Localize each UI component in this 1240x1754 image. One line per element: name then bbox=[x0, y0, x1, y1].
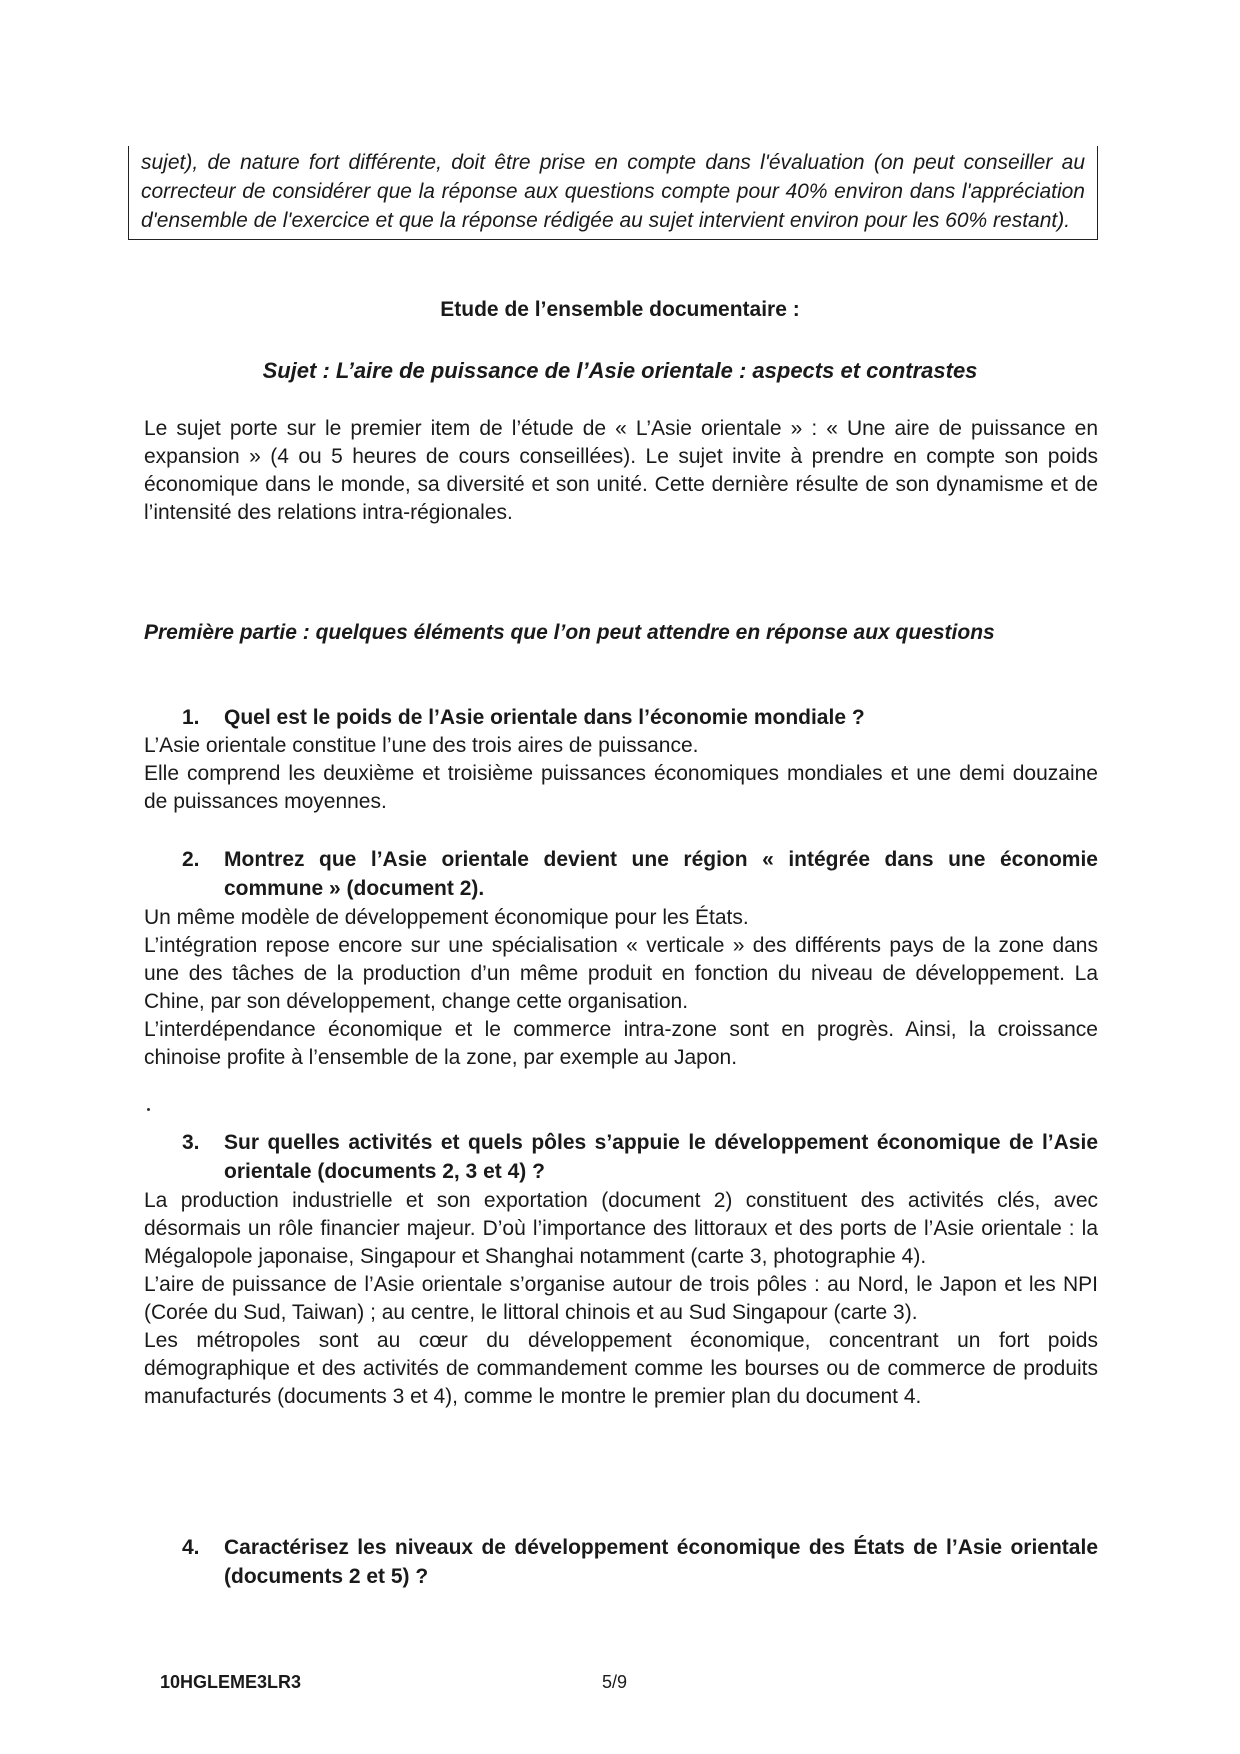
answer-paragraph: L’intégration repose encore sur une spécialisation « verticale » des différents pays de la zone dans une des tâches de la production d’un même produit en fonction du niveau de développement. La Chine, par son développement, change cette organisation. bbox=[144, 934, 1098, 1013]
question-number: 3. bbox=[182, 1131, 200, 1154]
answer-1 bbox=[144, 732, 1098, 816]
answer-paragraph: Les métropoles sont au cœur du développement économique, concentrant un fort poids démographique et des activités de commandement comme les bourses ou de commerce de produits manufacturés (documents 3 et 4), comme le montre le premier plan du document 4. bbox=[144, 1329, 1098, 1408]
answer-3 bbox=[144, 1187, 1098, 1411]
document-code: 10HGLEME3LR3 bbox=[160, 1672, 302, 1692]
top-boxed-note: sujet), de nature fort différente, doit être prise en compte dans l'évaluation (on peut conseiller au correcteur de considérer que la réponse aux questions compte pour 40% environ dans l'appréciation d'ensemble de l'exercice et que la réponse rédigée au sujet intervient environ pour les 60% restant). bbox=[128, 146, 1098, 240]
page-number: 5/9 bbox=[602, 1672, 628, 1692]
answer-paragraph: L’Asie orientale constitue l’une des trois aires de puissance. bbox=[144, 734, 699, 757]
section-heading: Etude de l’ensemble documentaire : bbox=[440, 298, 800, 321]
question-3 bbox=[182, 1128, 1098, 1186]
question-number: 1. bbox=[182, 706, 200, 729]
question-1 bbox=[182, 703, 1098, 732]
question-number: 4. bbox=[182, 1536, 200, 1559]
question-text: Caractérisez les niveaux de développement économique des États de l’Asie orientale (documents 2 et 5) ? bbox=[224, 1536, 1098, 1588]
answer-paragraph: L’interdépendance économique et le commerce intra-zone sont en progrès. Ainsi, la croissance chinoise profite à l’ensemble de la zone, par exemple au Japon. bbox=[144, 1018, 1098, 1069]
answer-paragraph: Un même modèle de développement économique pour les États. bbox=[144, 906, 749, 929]
stray-dot bbox=[147, 1108, 150, 1111]
question-4 bbox=[182, 1533, 1098, 1591]
question-text: Montrez que l’Asie orientale devient une région « intégrée dans une économie commune » (document 2). bbox=[224, 848, 1098, 900]
intro-paragraph: Le sujet porte sur le premier item de l’étude de « L’Asie orientale » : « Une aire de puissance en expansion » (4 ou 5 heures de cours conseillées). Le sujet invite à prendre en compte son poids économique dans le monde, sa diversité et son unité. Cette dernière résulte de son dynamisme et de l’intensité des relations intra-régionales. bbox=[144, 417, 1098, 524]
question-text: Sur quelles activités et quels pôles s’appuie le développement économique de l’Asie orientale (documents 2, 3 et 4) ? bbox=[224, 1131, 1098, 1183]
question-text: Quel est le poids de l’Asie orientale dans l’économie mondiale ? bbox=[224, 706, 865, 729]
answer-paragraph: La production industrielle et son exportation (document 2) constituent des activités clés, avec désormais un rôle financier majeur. D’où l’importance des littoraux et des ports de l’Asie orientale : la Mégalopole japonaise, Singapour et Shanghai notamment (carte 3, photographie 4). bbox=[144, 1189, 1098, 1268]
subject-title: Sujet : L’aire de puissance de l’Asie orientale : aspects et contrastes bbox=[262, 358, 978, 383]
question-number: 2. bbox=[182, 848, 200, 871]
part-title: Première partie : quelques éléments que l’on peut attendre en réponse aux questions bbox=[144, 621, 995, 644]
answer-paragraph: Elle comprend les deuxième et troisième puissances économiques mondiales et une demi douzaine de puissances moyennes. bbox=[144, 762, 1098, 813]
answer-2 bbox=[144, 904, 1098, 1072]
answer-paragraph: L’aire de puissance de l’Asie orientale s’organise autour de trois pôles : au Nord, le Japon et les NPI (Corée du Sud, Taiwan) ; au centre, le littoral chinois et au Sud Singapour (carte 3). bbox=[144, 1273, 1098, 1324]
question-2 bbox=[182, 845, 1098, 903]
